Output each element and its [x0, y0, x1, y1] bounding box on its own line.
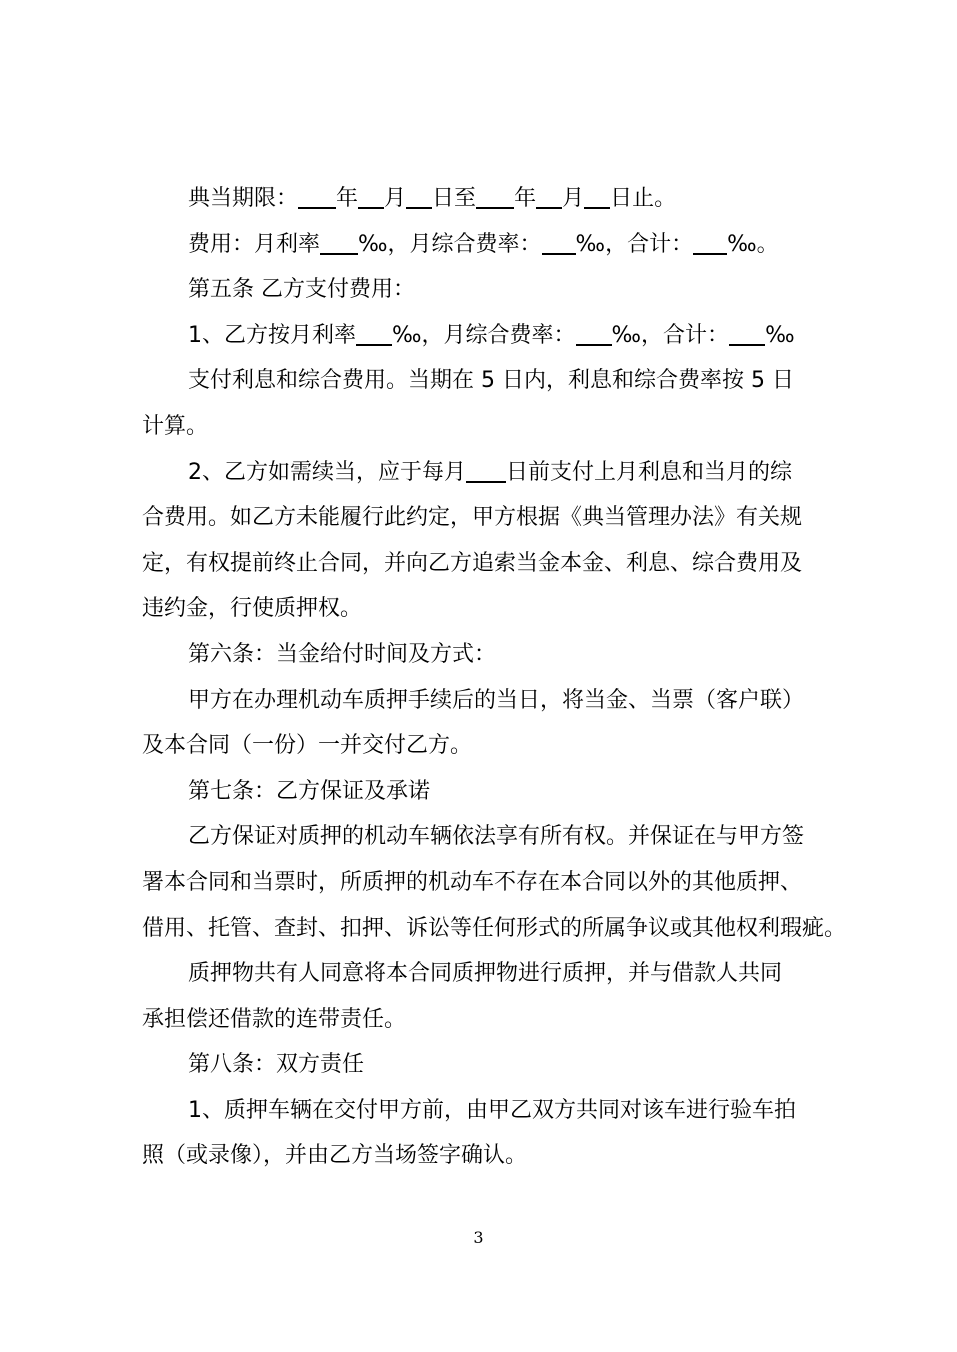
- payment-rate-line: 1、乙方按月利率 ‰，月综合费率： ‰，合计： ‰: [142, 313, 832, 359]
- blank-field[interactable]: [298, 183, 336, 209]
- blank-field[interactable]: [476, 183, 514, 209]
- blank-field[interactable]: [729, 320, 765, 346]
- article-7-heading: 第七条：乙方保证及承诺: [188, 778, 431, 804]
- blank-field[interactable]: [358, 183, 384, 209]
- blank-field[interactable]: [693, 229, 727, 255]
- blank-field[interactable]: [356, 320, 392, 346]
- paragraph-line: 质押物共有人同意将本合同质押物进行质押，并与借款人共同: [188, 961, 783, 987]
- blank-field[interactable]: [542, 229, 576, 255]
- article-6-heading: 第六条：当金给付时间及方式：: [188, 641, 497, 667]
- page-number: 3: [473, 1228, 484, 1247]
- paragraph-line: 借用、托管、查封、扣押、诉讼等任何形式的所属争议或其他权利瑕疵。: [142, 915, 847, 941]
- paragraph-line: 合费用。如乙方未能履行此约定，甲方根据《典当管理办法》有关规: [142, 505, 803, 531]
- blank-field[interactable]: [584, 183, 610, 209]
- paragraph-line: 计算。: [142, 413, 209, 439]
- paragraph-line: 违约金，行使质押权。: [142, 596, 363, 622]
- paragraph-line: 1、质押车辆在交付甲方前，由甲乙双方共同对该车进行验车拍: [188, 1097, 796, 1123]
- paragraph-line: 乙方保证对质押的机动车辆依法享有所有权。并保证在与甲方签: [188, 824, 805, 850]
- blank-field[interactable]: [536, 183, 562, 209]
- blank-field[interactable]: [466, 457, 506, 483]
- fee-line: 费用：月利率 ‰，月综合费率： ‰，合计： ‰。: [142, 222, 832, 268]
- blank-field[interactable]: [576, 320, 612, 346]
- paragraph-line: 及本合同（一份）一并交付乙方。: [142, 733, 473, 759]
- blank-field[interactable]: [406, 183, 432, 209]
- blank-field[interactable]: [320, 229, 358, 255]
- paragraph-line: 定，有权提前终止合同，并向乙方追索当金本金、利息、综合费用及: [142, 550, 803, 576]
- paragraph-line: 署本合同和当票时，所质押的机动车不存在本合同以外的其他质押、: [142, 869, 803, 895]
- article-5-heading: 第五条 乙方支付费用：: [188, 277, 415, 303]
- article-8-heading: 第八条：双方责任: [188, 1052, 365, 1078]
- pawn-term-line: 典当期限： 年 月 日至 年 月 日止。: [142, 176, 832, 222]
- paragraph-line: 支付利息和综合费用。当期在 5 日内，利息和综合费率按 5 日: [188, 368, 794, 394]
- paragraph-line: 照（或录像），并由乙方当场签字确认。: [142, 1143, 528, 1169]
- contract-text: [142, 176, 847, 1179]
- paragraph-line: 甲方在办理机动车质押手续后的当日，将当金、当票（客户联）: [188, 687, 805, 713]
- renewal-line: 2、乙方如需续当，应于每月 日前支付上月利息和当月的综: [142, 450, 832, 496]
- paragraph-line: 承担偿还借款的连带责任。: [142, 1006, 407, 1032]
